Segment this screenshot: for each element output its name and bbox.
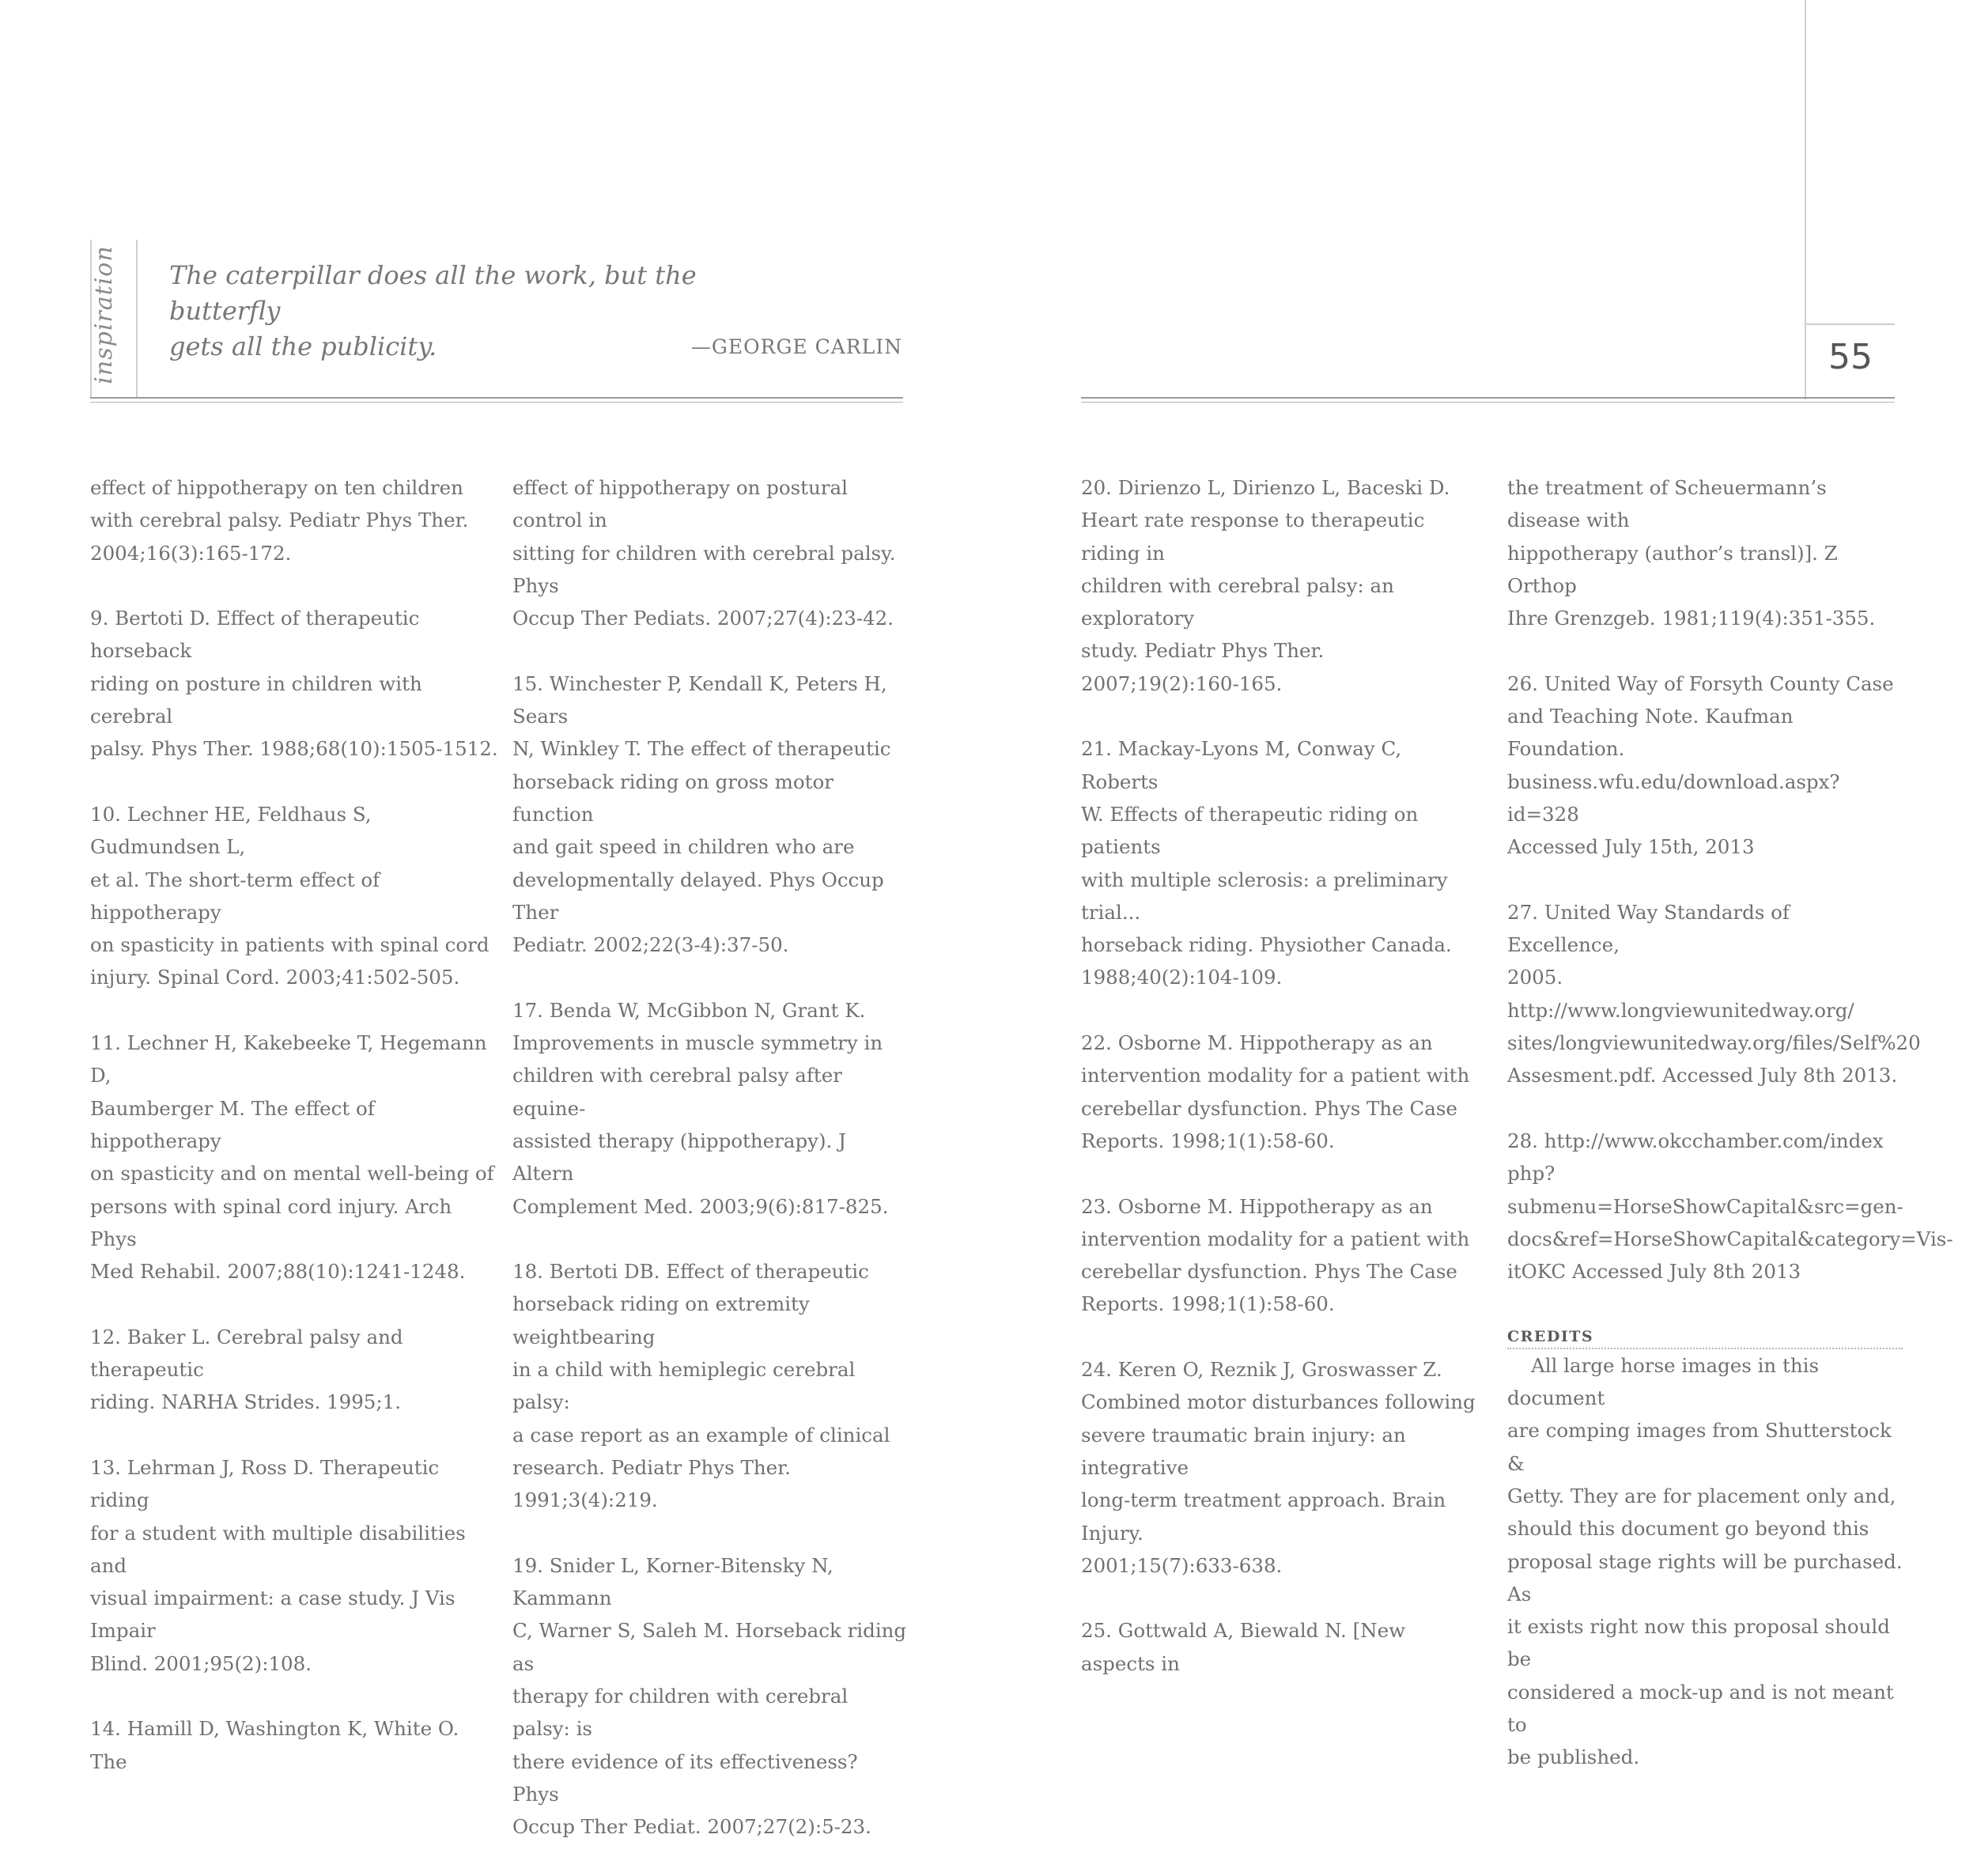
reference-line: children with cerebral palsy: an exploratory — [1081, 573, 1394, 630]
reference-line: a case report as an example of clinical — [512, 1423, 890, 1447]
reference-line: Pediatr. 2002;22(3-4):37-50. — [512, 933, 789, 957]
reference-line: for a student with multiple disabilities and — [90, 1521, 466, 1577]
reference-line: Accessed July 15th, 2013 — [1507, 835, 1755, 859]
reference-line: horseback riding on gross motor function — [512, 770, 834, 826]
reference-entry — [90, 1712, 501, 1778]
reference-line: Complement Med. 2003;9(6):817-825. — [512, 1194, 889, 1218]
reference-line: Baumberger M. The effect of hippotherapy — [90, 1096, 375, 1152]
reference-line: Blind. 2001;95(2):108. — [90, 1651, 312, 1675]
reference-line: 17. Benda W, McGibbon N, Grant K. — [512, 998, 866, 1022]
reference-line: visual impairment: a case study. J Vis Impair — [90, 1587, 456, 1643]
references-column-1 — [90, 471, 501, 1810]
quote-line-2: gets all the publicity. — [169, 331, 437, 361]
reference-line: Med Rehabil. 2007;88(10):1241-1248. — [90, 1260, 466, 1284]
reference-line: 23. Osborne M. Hippotherapy as an — [1081, 1194, 1433, 1218]
reference-line: Heart rate response to therapeutic riding in — [1081, 509, 1425, 565]
reference-line: 1988;40(2):104-109. — [1081, 966, 1283, 989]
credits-line: proposal stage rights will be purchased. As — [1507, 1549, 1903, 1606]
reference-line: 2001;15(7):633-638. — [1081, 1553, 1283, 1577]
reference-line: Occup Ther Pediat. 2007;27(2):5-23. — [512, 1815, 871, 1839]
reference-line: 19. Snider L, Korner-Bitensky N, Kammann — [512, 1553, 834, 1610]
references-list — [1507, 471, 1953, 1288]
reference-line: 15. Winchester P, Kendall K, Peters H, Sears — [512, 671, 887, 728]
reference-entry — [1081, 1614, 1476, 1680]
reference-entry — [90, 1451, 501, 1680]
references-column-3 — [1081, 471, 1476, 1712]
reference-line: riding on posture in children with cerebral — [90, 671, 422, 728]
reference-line: with multiple sclerosis: a preliminary trial... — [1081, 868, 1448, 924]
reference-line: severe traumatic brain injury: an integrative — [1081, 1423, 1406, 1479]
reference-line: horseback riding. Physiother Canada. — [1081, 933, 1452, 957]
reference-entry — [1507, 471, 1903, 634]
reference-line: and Teaching Note. Kaufman Foundation. — [1507, 705, 1794, 761]
credits-line: All large horse images in this document — [1507, 1353, 1820, 1410]
reference-line: children with cerebral palsy after equine- — [512, 1064, 842, 1120]
reference-line: and gait speed in children who are — [512, 835, 855, 859]
reference-line: 9. Bertoti D. Effect of therapeutic horseback — [90, 607, 420, 663]
reference-line: Improvements in muscle symmetry in — [512, 1031, 883, 1055]
page-number: 55 — [1828, 337, 1873, 377]
credits-line: Getty. They are for placement only and, — [1507, 1484, 1896, 1507]
inspiration-quote — [169, 258, 770, 365]
page-number-frame-rule — [1805, 0, 1806, 399]
reference-entry — [90, 602, 501, 765]
reference-entry — [1507, 1125, 1953, 1288]
reference-line: developmentally delayed. Phys Occup Ther — [512, 868, 884, 924]
reference-line: 27. United Way Standards of Excellence, — [1507, 900, 1790, 957]
reference-entry — [1081, 1190, 1476, 1321]
reference-line: 22. Osborne M. Hippotherapy as an — [1081, 1031, 1433, 1055]
reference-entry — [512, 1255, 908, 1516]
credits-text — [1507, 1349, 1903, 1774]
reference-line: php?submenu=HorseShowCapital&src=gen- — [1507, 1162, 1903, 1218]
credits-heading: CREDITS — [1507, 1321, 1903, 1349]
reference-line: palsy. Phys Ther. 1988;68(10):1505-1512. — [90, 737, 498, 761]
reference-line: persons with spinal cord injury. Arch Phys — [90, 1194, 452, 1250]
reference-line: long-term treatment approach. Brain Injury. — [1081, 1488, 1446, 1545]
reference-entry — [1081, 1027, 1476, 1157]
reference-line: effect of hippotherapy on ten children — [90, 476, 463, 499]
reference-line: sites/longviewunitedway.org/files/Self%20 — [1507, 1031, 1921, 1055]
reference-line: 10. Lechner HE, Feldhaus S, Gudmundsen L, — [90, 802, 372, 859]
reference-entry — [512, 471, 908, 634]
reference-line: riding. NARHA Strides. 1995;1. — [90, 1390, 402, 1414]
reference-entry — [1081, 471, 1476, 700]
reference-entry — [90, 798, 501, 994]
reference-line: sitting for children with cerebral palsy. Phys — [512, 541, 896, 597]
reference-line: 25. Gottwald A, Biewald N. [New aspects in — [1081, 1619, 1406, 1675]
reference-line: Occup Ther Pediats. 2007;27(4):23-42. — [512, 607, 894, 630]
reference-line: the treatment of Scheuermann’s disease with — [1507, 476, 1827, 532]
credits-line: should this document go beyond this — [1507, 1517, 1869, 1541]
reference-line: research. Pediatr Phys Ther. 1991;3(4):219. — [512, 1455, 791, 1512]
reference-line: hippotherapy (author’s transl)]. Z Orthop — [1507, 541, 1838, 597]
reference-line: Reports. 1998;1(1):58-60. — [1081, 1292, 1335, 1316]
reference-entry — [1507, 668, 1903, 864]
left-header-rule-top — [90, 397, 903, 399]
reference-entry — [1507, 896, 1921, 1092]
reference-line: cerebellar dysfunction. Phys The Case — [1081, 1260, 1457, 1284]
reference-line: 28. http://www.okcchamber.com/index — [1507, 1129, 1884, 1152]
reference-line: business.wfu.edu/download.aspx?id=328 — [1507, 770, 1840, 826]
reference-entry — [1081, 732, 1476, 993]
quote-line-1: The caterpillar does all the work, but the butterfly — [169, 260, 697, 326]
reference-line: W. Effects of therapeutic riding on patients — [1081, 802, 1419, 859]
reference-line: assisted therapy (hippotherapy). J Altern — [512, 1129, 846, 1186]
reference-line: therapy for children with cerebral palsy: is — [512, 1684, 849, 1741]
reference-line: 11. Lechner H, Kakebeeke T, Hegemann D, — [90, 1031, 487, 1087]
reference-line: intervention modality for a patient with — [1081, 1227, 1470, 1250]
reference-line: 2004;16(3):165-172. — [90, 541, 292, 565]
reference-entry — [512, 994, 908, 1223]
quote-attribution: —GEORGE CARLIN — [690, 335, 902, 358]
reference-line: Reports. 1998;1(1):58-60. — [1081, 1129, 1335, 1152]
reference-line: 2005. http://www.longviewunitedway.org/ — [1507, 966, 1854, 1022]
reference-line: on spasticity in patients with spinal cord — [90, 933, 490, 957]
reference-line: 13. Lehrman J, Ross D. Therapeutic riding — [90, 1455, 440, 1512]
credits-line: are comping images from Shutterstock & — [1507, 1419, 1892, 1475]
credits-line: considered a mock-up and is not meant to — [1507, 1680, 1894, 1736]
right-header-rule-top — [1081, 397, 1895, 399]
reference-line: study. Pediatr Phys Ther. 2007;19(2):160-165. — [1081, 639, 1325, 695]
reference-line: 24. Keren O, Reznik J, Groswasser Z. — [1081, 1358, 1442, 1382]
reference-entry — [512, 1549, 908, 1844]
reference-line: docs&ref=HorseShowCapital&category=Vis- — [1507, 1227, 1953, 1250]
reference-line: in a child with hemiplegic cerebral palsy: — [512, 1358, 856, 1414]
reference-line: on spasticity and on mental well-being of — [90, 1162, 494, 1186]
reference-entry — [512, 668, 908, 962]
credits-line: be published. — [1507, 1746, 1640, 1769]
reference-line: 20. Dirienzo L, Dirienzo L, Baceski D. — [1081, 476, 1450, 499]
reference-line: 21. Mackay-Lyons M, Conway C, Roberts — [1081, 737, 1402, 793]
right-header-rule-bottom — [1081, 402, 1895, 403]
page-number-top-rule — [1805, 323, 1895, 325]
references-column-4 — [1507, 471, 1953, 1774]
inspiration-divider-rule — [136, 240, 138, 398]
reference-line: Ihre Grenzgeb. 1981;119(4):351-355. — [1507, 607, 1876, 630]
credits-line: it exists right now this proposal should be — [1507, 1615, 1890, 1671]
left-header-rule-bottom — [90, 402, 903, 403]
reference-line: 14. Hamill D, Washington K, White O. The — [90, 1717, 459, 1773]
reference-line: 12. Baker L. Cerebral palsy and therapeutic — [90, 1325, 403, 1382]
reference-line: injury. Spinal Cord. 2003;41:502-505. — [90, 966, 460, 989]
reference-line: effect of hippotherapy on postural control in — [512, 476, 848, 532]
reference-line: horseback riding on extremity weightbearing — [512, 1292, 810, 1348]
reference-line: 26. United Way of Forsyth County Case — [1507, 671, 1894, 695]
reference-line: 18. Bertoti DB. Effect of therapeutic — [512, 1260, 869, 1284]
inspiration-label: inspiration — [90, 245, 118, 384]
reference-entry — [90, 1027, 501, 1288]
reference-line: et al. The short-term effect of hippotherapy — [90, 868, 380, 924]
reference-line: N, Winkley T. The effect of therapeutic — [512, 737, 891, 761]
reference-line: there evidence of its effectiveness? Phys — [512, 1749, 858, 1806]
reference-line: Combined motor disturbances following — [1081, 1390, 1476, 1414]
reference-line: itOKC Accessed July 8th 2013 — [1507, 1260, 1801, 1284]
reference-line: C, Warner S, Saleh M. Horseback riding as — [512, 1619, 907, 1675]
reference-entry — [90, 1321, 501, 1419]
reference-line: intervention modality for a patient with — [1081, 1064, 1470, 1087]
references-column-2 — [512, 471, 908, 1876]
reference-line: with cerebral palsy. Pediatr Phys Ther. — [90, 509, 469, 532]
reference-line: cerebellar dysfunction. Phys The Case — [1081, 1096, 1457, 1120]
reference-line: Assesment.pdf. Accessed July 8th 2013. — [1507, 1064, 1898, 1087]
reference-entry — [90, 471, 501, 569]
reference-entry — [1081, 1353, 1476, 1582]
